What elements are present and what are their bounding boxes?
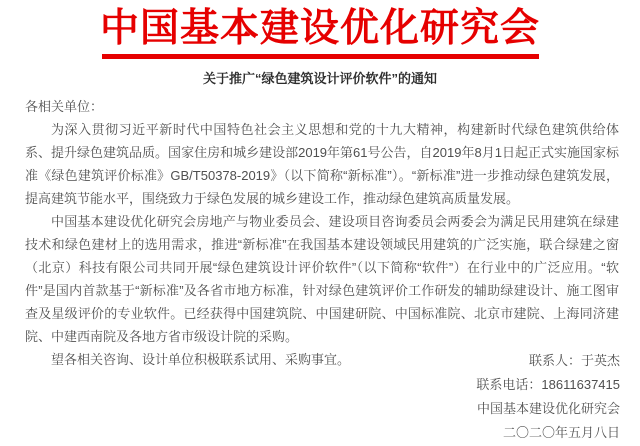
notice-body (25, 95, 619, 371)
masthead-double-rule (102, 54, 539, 59)
org-masthead-title: 中国基本建设优化研究会 (99, 7, 540, 50)
notice-title: 关于推广“绿色建筑设计评价软件”的通知 (202, 71, 437, 86)
body-paragraph-1: 为深入贯彻习近平新时代中国特色社会主义思想和党的十九大精神，构建新时代绿色建筑供给体系、提升绿色建筑品质。国家住房和城乡建设部2019年第61号公告，自2019年8月1日起正式实施国家标准《绿色建筑评价标准》GB/T50378-2019》（以下简称“新标准”）。“新标准”进一步推动绿色建筑发展，提高建筑节能水平，围绕致力于绿色发展的城乡建设工作，推动绿色建筑高质量发展。 (25, 122, 619, 206)
body-paragraph-3: 望各相关咨询、设计单位积极联系试用、采购事宜。 (51, 352, 351, 367)
contact-person: 联系人：于英杰 (528, 353, 620, 368)
notice-document (0, 6, 640, 446)
body-paragraph-2: 中国基本建设优化研究会房地产与物业委员会、建设项目咨询委员会两委会为满足民用建筑在绿建技术和绿色建材上的选用需求，推进“新标准”在我国基本建设领域民用建筑的广泛实施，联合绿建之窗（北京）科技有限公司共同开展“绿色建筑设计评价软件”（以下简称“软件”）在行业中的广泛应用。“软件”是国内首款基于“新标准”及各省市地方标准，针对绿色建筑评价工作研发的辅助绿建设计、施工图审查及星级评价的专业软件。已经获得中国建筑院、中国建研院、中国标准院、北京市建院、上海同济建院、中建西南院及各地方省市级设计院的采购。 (25, 214, 619, 344)
contact-phone: 联系电话：18611637415 (476, 377, 620, 392)
signature-block (476, 349, 620, 445)
salutation: 各相关单位： (25, 99, 104, 114)
signature-date: 二〇二〇年五月八日 (502, 425, 620, 440)
signature-org-name: 中国基本建设优化研究会 (476, 401, 620, 416)
